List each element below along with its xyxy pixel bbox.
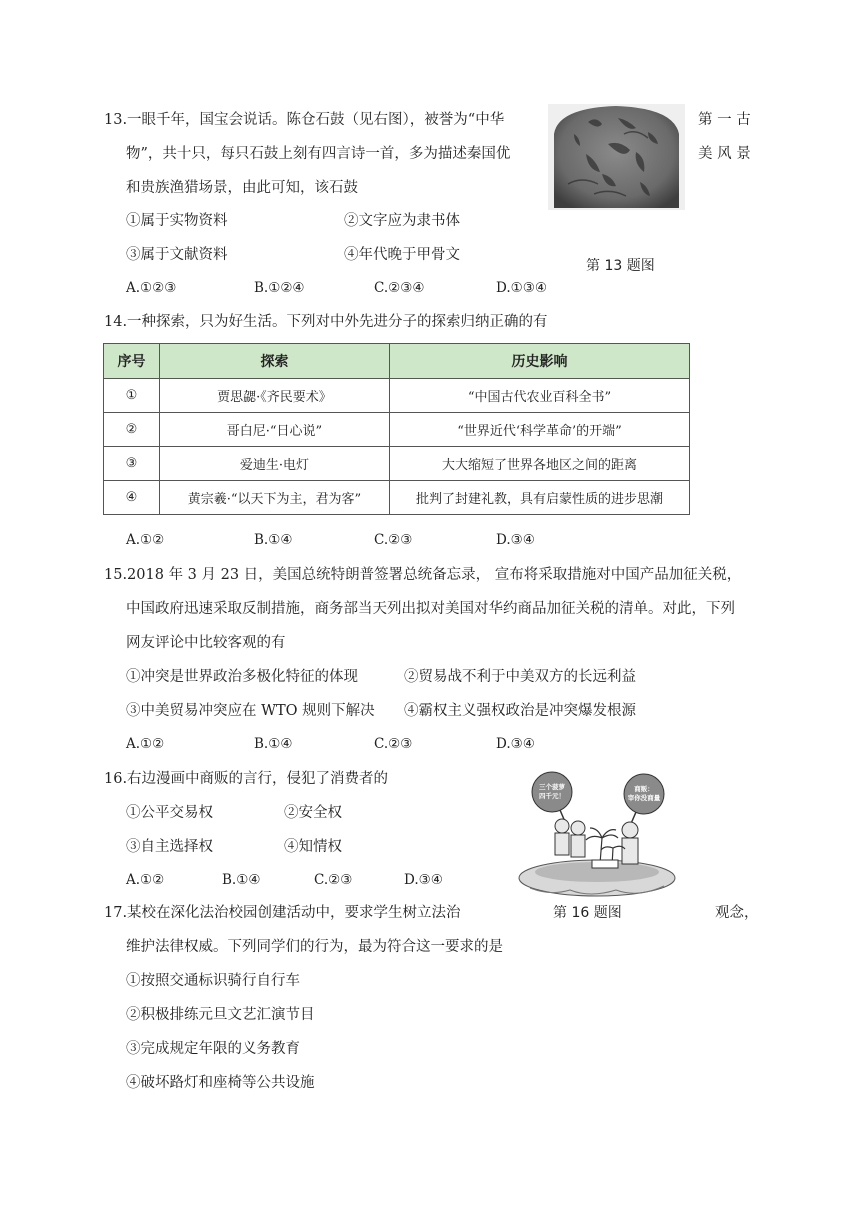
table-row: [104, 481, 690, 515]
q13-choice-c[interactable]: C.②③④: [374, 280, 425, 296]
q16-choice-d[interactable]: D.③④: [404, 872, 443, 888]
q14-choice-d[interactable]: D.③④: [496, 532, 535, 548]
table-row: [104, 447, 690, 481]
q15-choice-d[interactable]: D.③④: [496, 736, 535, 752]
row-number: ③: [104, 447, 160, 481]
q14-stem: 14.一种探索，只为好生活。下列对中外先进分子的探索归纳正确的有: [104, 314, 548, 330]
q13-stem-line2-right: 美 风 景: [698, 146, 751, 162]
q16-option-4: ④知情权: [284, 839, 342, 855]
row-number: ②: [104, 413, 160, 447]
q15-option-3: ③中美贸易冲突应在 WTO 规则下解决: [126, 703, 375, 719]
q15-choice-c[interactable]: C.②③: [374, 736, 413, 752]
q13-figure-caption: 第 13 题图: [586, 258, 655, 274]
row-exploration: 黄宗羲·“以天下为主，君为客”: [160, 481, 390, 515]
header-influence: 历史影响: [390, 344, 690, 379]
q14-choice-b[interactable]: B.①④: [254, 532, 293, 548]
q13-option-4: ④年代晚于甲骨文: [344, 247, 460, 263]
q17-option-4: ④破坏路灯和座椅等公共设施: [126, 1075, 315, 1091]
q15-choice-a[interactable]: A.①②: [126, 736, 165, 752]
q17-stem-line1: 17.某校在深化法治校园创建活动中，要求学生树立法治: [104, 905, 461, 921]
row-number: ①: [104, 379, 160, 413]
stone-drum-photo: [548, 104, 685, 210]
q13-choice-a[interactable]: A.①②③: [126, 280, 177, 296]
q13-option-3: ③属于文献资料: [126, 247, 228, 263]
q15-stem-line2: 中国政府迅速采取反制措施，商务部当天列出拟对美国对华约商品加征关税的清单。对此，下列: [126, 601, 735, 617]
table-row: [104, 379, 690, 413]
header-number: 序号: [104, 344, 160, 379]
q17-stem-line2: 维护法律权威。下列同学们的行为，最为符合这一要求的是: [126, 939, 503, 955]
q13-choice-d[interactable]: D.①③④: [496, 280, 547, 296]
speech-bubble-left-line2: 四千元！: [539, 792, 565, 800]
speech-bubble-left-line1: 三个菠萝: [539, 783, 565, 791]
row-exploration: 爱迪生·电灯: [160, 447, 390, 481]
q15-stem-line1: 15.2018 年 3 月 23 日，美国总统特朗普签署总统备忘录， 宣布将采取措施对中国产品加征关税，: [104, 567, 742, 583]
row-exploration: 贾思勰·《齐民要术》: [160, 379, 390, 413]
row-exploration: 哥白尼·“日心说”: [160, 413, 390, 447]
q17-option-2: ②积极排练元旦文艺汇演节目: [126, 1007, 315, 1023]
row-influence: 批判了封建礼教，具有启蒙性质的进步思潮: [390, 481, 690, 515]
q16-choice-b[interactable]: B.①④: [222, 872, 261, 888]
q16-choice-c[interactable]: C.②③: [314, 872, 353, 888]
q15-stem-line3: 网友评论中比较客观的有: [126, 635, 286, 651]
q15-option-1: ①冲突是世界政治多极化特征的体现: [126, 669, 358, 685]
header-exploration: 探索: [160, 344, 390, 379]
q14-choice-a[interactable]: A.①②: [126, 532, 165, 548]
q13-stem-line1: 13.一眼千年，国宝会说话。陈仓石鼓（见右图），被誉为“中华: [104, 112, 505, 128]
q15-choice-b[interactable]: B.①④: [254, 736, 293, 752]
q17-stem-line1-right: 观念，: [715, 905, 759, 921]
q15-option-2: ②贸易战不利于中美双方的长远利益: [404, 669, 636, 685]
q16-option-1: ①公平交易权: [126, 805, 213, 821]
q14-choice-c[interactable]: C.②③: [374, 532, 413, 548]
row-influence: “中国古代农业百科全书”: [390, 379, 690, 413]
row-influence: 大大缩短了世界各地区之间的距离: [390, 447, 690, 481]
speech-bubble-right-line2: 宰你没商量: [627, 794, 661, 802]
q13-option-2: ②文字应为隶书体: [344, 213, 460, 229]
table-header-row: [104, 344, 690, 379]
q13-stem-line3: 和贵族渔猎场景，由此可知，该石鼓: [126, 180, 358, 196]
q16-stem: 16.右边漫画中商贩的言行，侵犯了消费者的: [104, 771, 389, 787]
q16-cartoon: [512, 768, 682, 900]
q13-stem-line2: 物”，共十只，每只石鼓上刻有四言诗一首，多为描述秦国优: [126, 146, 511, 162]
q13-stem-line1-right: 第 一 古: [698, 112, 751, 128]
q16-choice-a[interactable]: A.①②: [126, 872, 165, 888]
q16-option-3: ③自主选择权: [126, 839, 213, 855]
q15-option-4: ④霸权主义强权政治是冲突爆发根源: [404, 703, 636, 719]
q13-choice-b[interactable]: B.①②④: [254, 280, 305, 296]
q16-figure-caption: 第 16 题图: [553, 905, 622, 921]
q16-option-2: ②安全权: [284, 805, 342, 821]
table-row: [104, 413, 690, 447]
q17-option-3: ③完成规定年限的义务教育: [126, 1041, 300, 1057]
row-number: ④: [104, 481, 160, 515]
q13-option-1: ①属于实物资料: [126, 213, 228, 229]
q17-option-1: ①按照交通标识骑行自行车: [126, 973, 300, 989]
speech-bubble-right-line1: 商贩：: [634, 785, 654, 793]
row-influence: “世界近代‘科学革命’的开端”: [390, 413, 690, 447]
q14-table: [103, 343, 690, 515]
